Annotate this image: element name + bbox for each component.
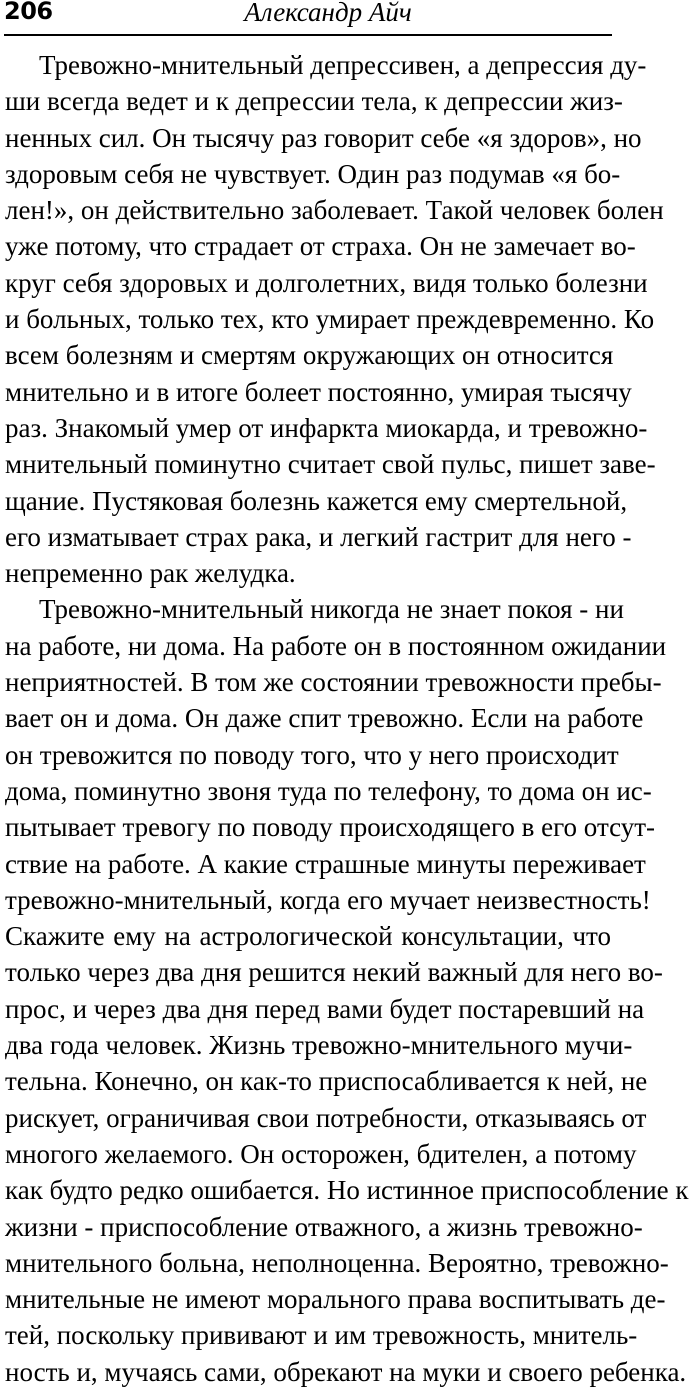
text-line: и больных, только тех, кто умирает преждевременно. Ко [5,304,655,335]
text-line: неприятностей. В том же состоянии тревожности пребы- [5,667,662,698]
text-line: мнительный поминутно считает свой пульс, пишет заве- [5,449,656,480]
text-line: ши всегда ведет и к депрессии тела, к депрессии жиз- [5,86,623,117]
page-number: 206 [4,0,53,25]
body-text [5,47,689,1390]
text-line: здоровым себя не чувствует. Один раз подумав «я бо- [5,158,621,189]
text-line: вает он и дома. Он даже спит тревожно. Если на работе [5,703,644,734]
text-line: прос, и через два дня перед вами будет постаревший на [5,993,645,1024]
text-line: его изматывает страх рака, и легкий гастрит для него - [5,521,632,552]
text-line: непременно рак желудка. [5,558,296,589]
text-line: он тревожится по поводу того, что у него происходит [5,739,619,770]
text-line: пытывает тревогу по поводу происходящего в его отсут- [5,812,655,843]
text-line: круг себя здоровых и долголетних, видя только болезни [5,267,648,298]
text-line: Тревожно-мнительный депрессивен, а депрессия ду- [39,50,647,80]
text-line: дома, поминутно звоня туда по телефону, то дома он ис- [5,775,652,806]
text-line: щание. Пустяковая болезнь кажется ему смертельной, [5,485,628,516]
text-line: многого желаемого. Он осторожен, бдителен, а потому [5,1138,637,1169]
text-line: два года человек. Жизнь тревожно-мнительного мучи- [5,1030,633,1061]
text-line: рискует, ограничивая свои потребности, отказываясь от [5,1102,647,1133]
running-title: Александр Айч [244,0,412,27]
text-line: ненных сил. Он тысячу раз говорит себе «я здоров», но [5,122,642,153]
text-line: ность и, мучаясь сами, обрекают на муки и своего ребенка. [5,1356,687,1387]
text-line: уже потому, что страдает от страха. Он не замечает во- [5,231,636,262]
text-line: мнительно и в итоге болеет постоянно, умирая тысячу [5,376,632,407]
text-line: на работе, ни дома. На работе он в постоянном ожидании [5,630,667,661]
text-line: жизни - приспособление отважного, а жизнь тревожно- [5,1211,643,1242]
text-line: раз. Знакомый умер от инфаркта миокарда, и тревожно- [5,412,648,443]
text-line: тей, поскольку прививают и им тревожность, мнитель- [5,1320,638,1351]
running-header [4,0,612,36]
text-line: тельна. Конечно, он как-то приспосабливается к ней, не [5,1066,648,1097]
text-line: ствие на работе. А какие страшные минуты переживает [5,848,646,879]
text-line: всем болезням и смертям окружающих он относится [5,340,614,371]
text-line: мнительного больна, неполноценна. Вероятно, тревожно- [5,1247,669,1278]
text-line: лен!», он действительно заболевает. Такой человек болен [5,195,664,226]
text-line: тревожно-мнительный, когда его мучает неизвестность! [5,884,651,915]
text-line: как будто редко ошибается. Но истинное приспособление к [5,1175,689,1206]
text-line: мнительные не имеют морального права воспитывать де- [5,1284,666,1315]
paragraph-2 [5,591,689,1390]
text-line: только через два дня решится некий важный для него во- [5,957,663,988]
paragraph-1 [5,47,664,591]
text-line: Скажите ему на астрологической консультации, что [5,921,611,952]
text-line: Тревожно-мнительный никогда не знает покоя - ни [39,594,624,625]
